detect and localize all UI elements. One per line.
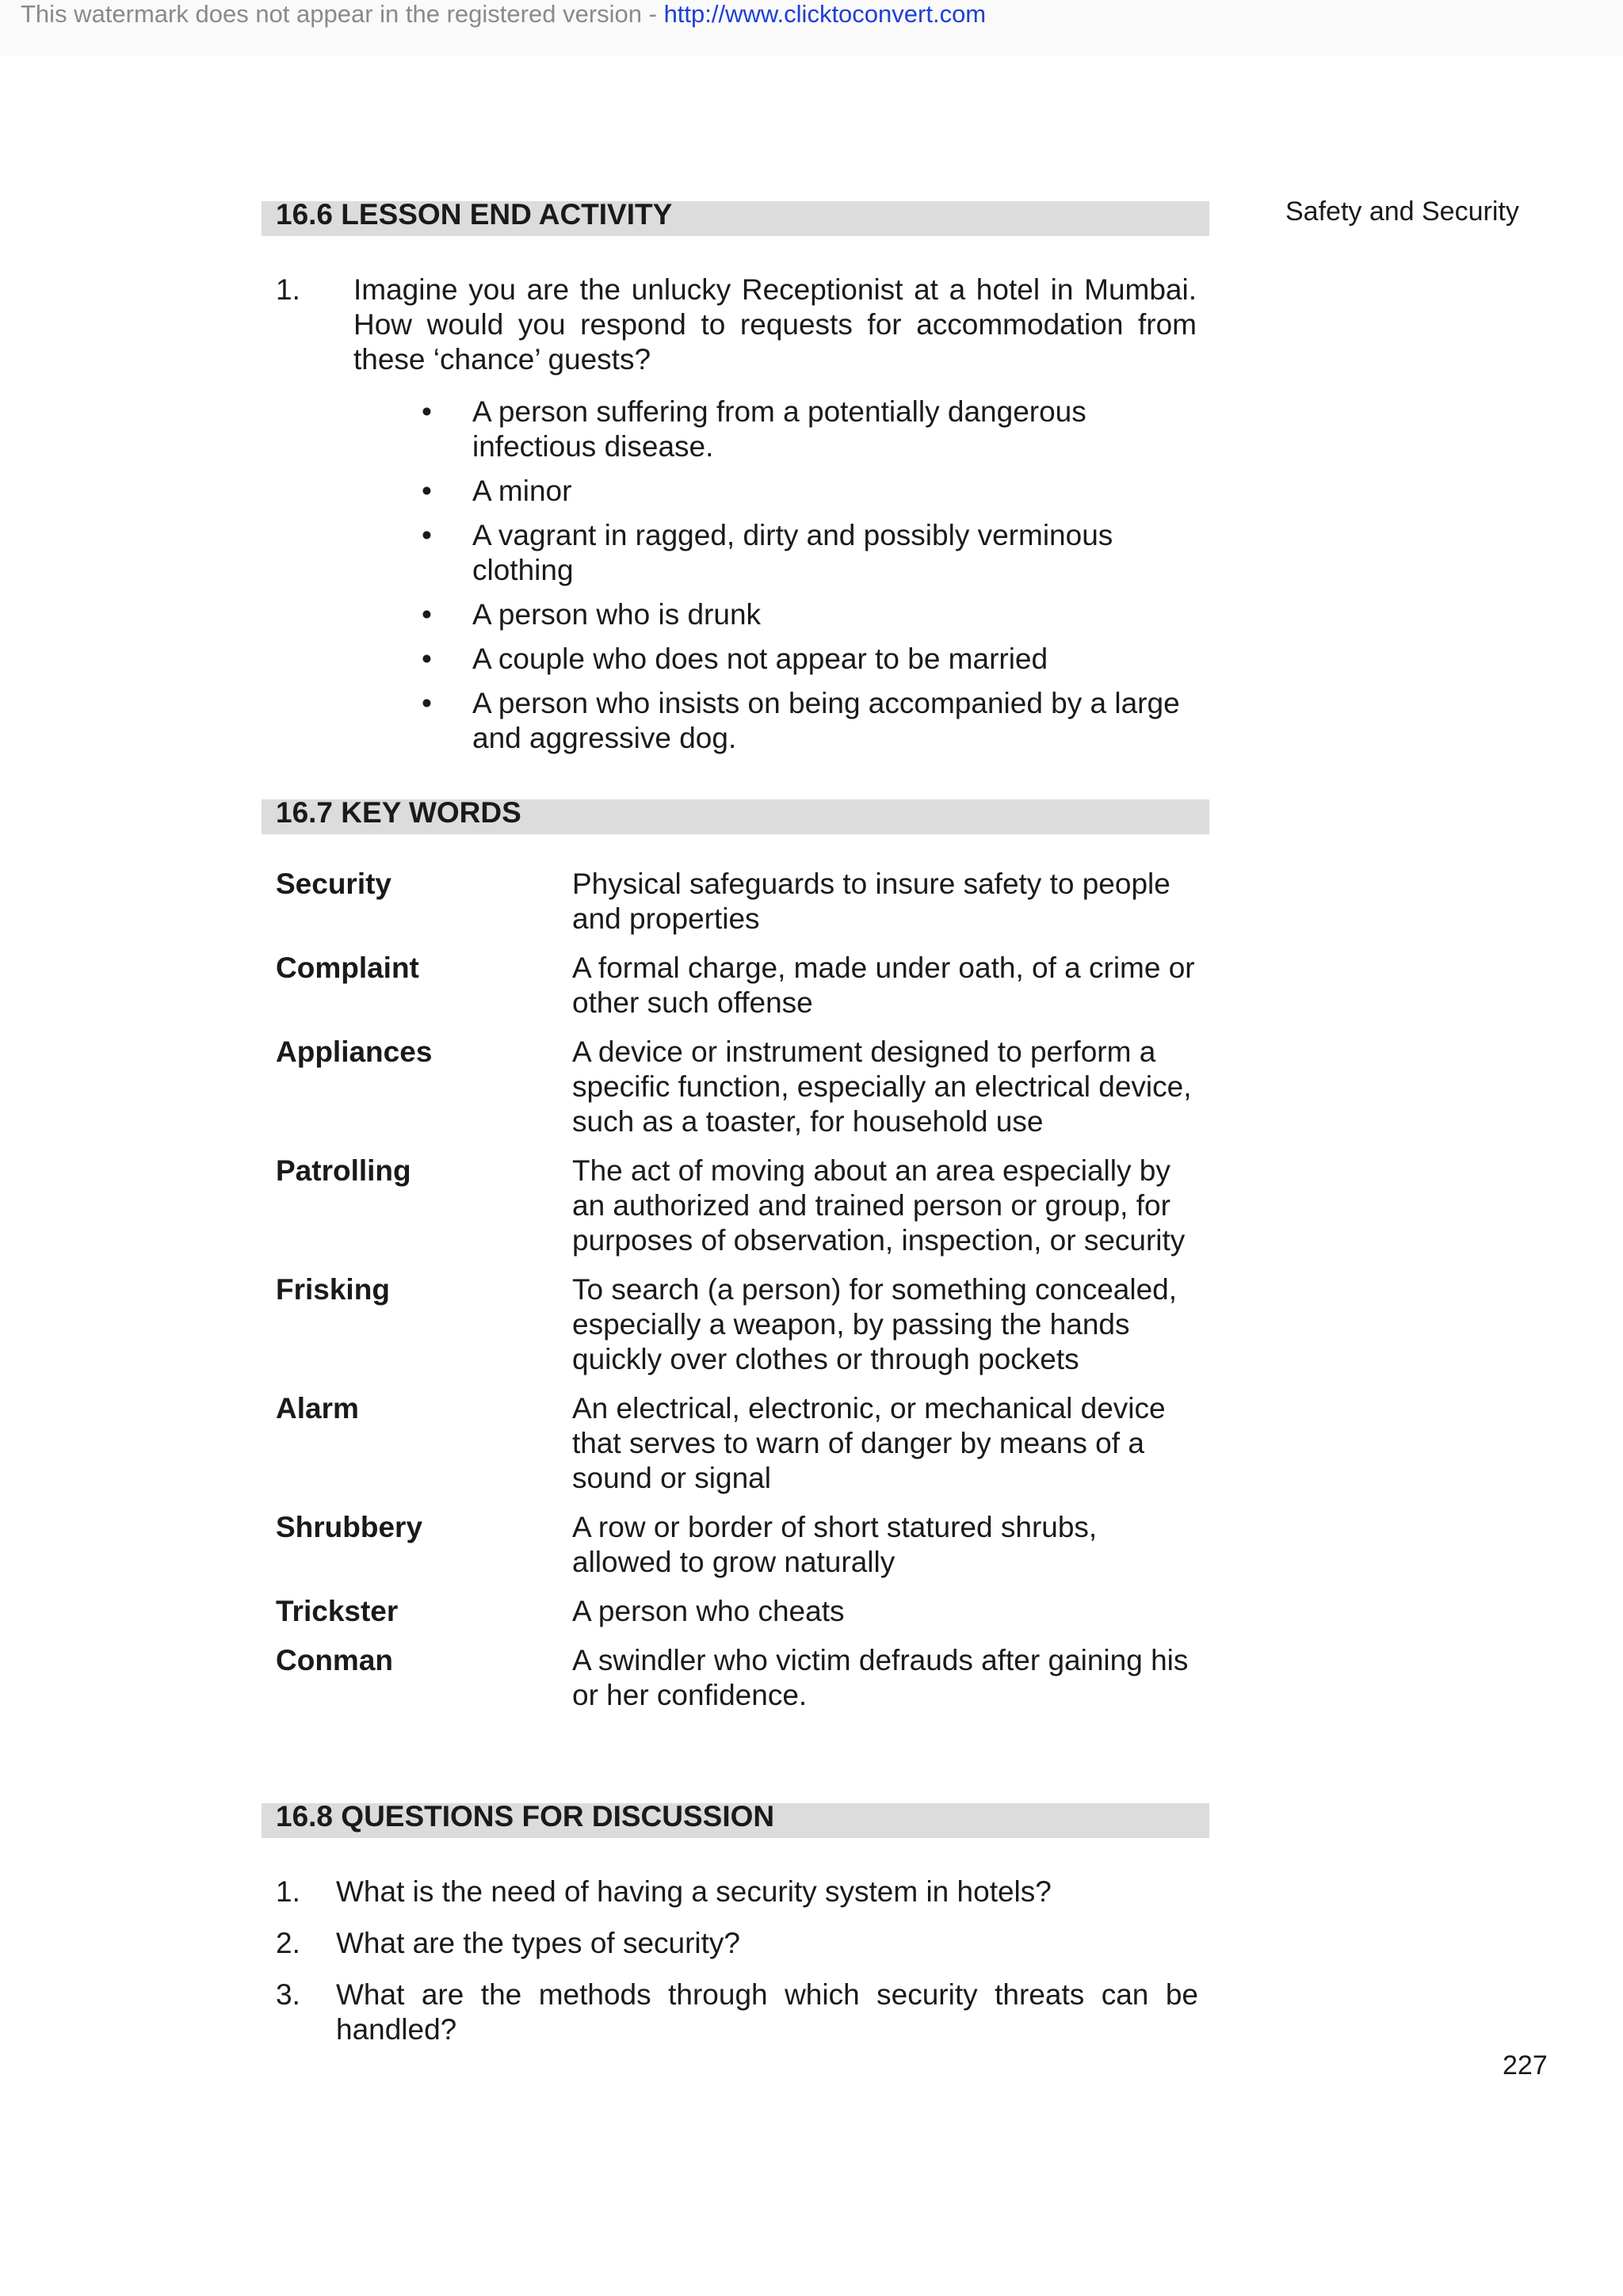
- key-word-definition: A formal charge, made under oath, of a crime or other such offense: [572, 952, 1195, 1019]
- bullet-text: A minor: [472, 475, 572, 507]
- question-text: What is the need of having a security system in hotels?: [336, 1875, 1052, 1908]
- bullet-item: [420, 518, 1181, 588]
- key-word-row: [276, 1643, 1203, 1713]
- section-heading-questions: 16.8 QUESTIONS FOR DISCUSSION: [276, 1800, 775, 1833]
- discussion-question-list: [276, 1875, 1198, 2064]
- question-item: [276, 1875, 1198, 1909]
- bullet-icon: •: [422, 598, 432, 631]
- watermark-link[interactable]: http://www.clicktoconvert.com: [663, 0, 987, 28]
- watermark: [21, 0, 986, 29]
- key-word-term: Alarm: [276, 1392, 359, 1425]
- question-number: 3.: [276, 1978, 300, 2011]
- key-word-term: Security: [276, 868, 392, 900]
- key-word-definition: To search (a person) for something concealed, especially a weapon, by passing the hands quickly over clothes or through pockets: [572, 1273, 1178, 1375]
- bullet-item: [420, 686, 1181, 756]
- key-word-row: [276, 1035, 1203, 1139]
- key-word-term: Trickster: [276, 1595, 399, 1627]
- bullet-text: A person who insists on being accompanied by a large and aggressive dog.: [472, 687, 1180, 754]
- key-word-row: [276, 1391, 1203, 1496]
- bullet-icon: •: [422, 643, 432, 675]
- key-word-definition: The act of moving about an area especially by an authorized and trained person or group, for purposes of observation, inspection, or security: [572, 1154, 1186, 1257]
- key-words-table: [276, 867, 1203, 1727]
- key-word-row: [276, 1510, 1203, 1580]
- bullet-icon: •: [422, 687, 432, 719]
- question-number: 2.: [276, 1927, 300, 1959]
- key-word-row: [276, 1272, 1203, 1377]
- bullet-text: A couple who does not appear to be married: [472, 643, 1048, 675]
- key-word-term: Complaint: [276, 952, 419, 984]
- key-word-row: [276, 951, 1203, 1020]
- bullet-item: [420, 395, 1181, 464]
- key-word-term: Appliances: [276, 1035, 433, 1068]
- bullet-item: [420, 642, 1181, 677]
- key-word-term: Shrubbery: [276, 1511, 423, 1543]
- key-word-definition: A swindler who victim defrauds after gaining his or her confidence.: [572, 1644, 1189, 1711]
- bullet-text: A person suffering from a potentially dangerous infectious disease.: [472, 395, 1086, 463]
- activity-item-number: 1.: [276, 273, 300, 306]
- section-heading-lesson-end-activity: 16.6 LESSON END ACTIVITY: [276, 198, 673, 231]
- key-word-row: [276, 1154, 1203, 1258]
- running-head: Safety and Security: [1285, 196, 1519, 227]
- key-word-row: [276, 1594, 1203, 1629]
- key-word-term: Frisking: [276, 1273, 390, 1306]
- key-word-definition: A row or border of short statured shrubs, allowed to grow naturally: [572, 1511, 1098, 1578]
- bullet-item: [420, 474, 1181, 509]
- question-text: What are the methods through which security threats can be handled?: [336, 1978, 1198, 2046]
- bullet-icon: •: [422, 519, 432, 551]
- bullet-text: A vagrant in ragged, dirty and possibly verminous clothing: [472, 519, 1113, 586]
- bullet-item: [420, 597, 1181, 632]
- key-word-term: Conman: [276, 1644, 393, 1676]
- question-number: 1.: [276, 1875, 300, 1908]
- bullet-icon: •: [422, 395, 432, 428]
- watermark-text: This watermark does not appear in the registered version -: [21, 0, 664, 28]
- key-word-definition: A person who cheats: [572, 1595, 845, 1627]
- key-word-row: [276, 867, 1203, 936]
- key-word-definition: Physical safeguards to insure safety to people and properties: [572, 868, 1170, 935]
- guest-bullet-list: [420, 395, 1181, 765]
- bullet-text: A person who is drunk: [472, 598, 762, 631]
- section-heading-key-words: 16.7 KEY WORDS: [276, 796, 521, 829]
- page-number: 227: [1503, 2050, 1548, 2081]
- key-word-term: Patrolling: [276, 1154, 411, 1187]
- question-item: [276, 1978, 1198, 2047]
- activity-item-text: Imagine you are the unlucky Receptionist at a hotel in Mumbai. How would you respond to requests for accommodation from these ‘chance’ guests?: [353, 273, 1197, 376]
- question-item: [276, 1926, 1198, 1961]
- key-word-definition: An electrical, electronic, or mechanical device that serves to warn of danger by means of a sound or signal: [572, 1392, 1166, 1494]
- bullet-icon: •: [422, 475, 432, 507]
- key-word-definition: A device or instrument designed to perform a specific function, especially an electrical device, such as a toaster, for household use: [572, 1035, 1192, 1138]
- question-text: What are the types of security?: [336, 1927, 741, 1959]
